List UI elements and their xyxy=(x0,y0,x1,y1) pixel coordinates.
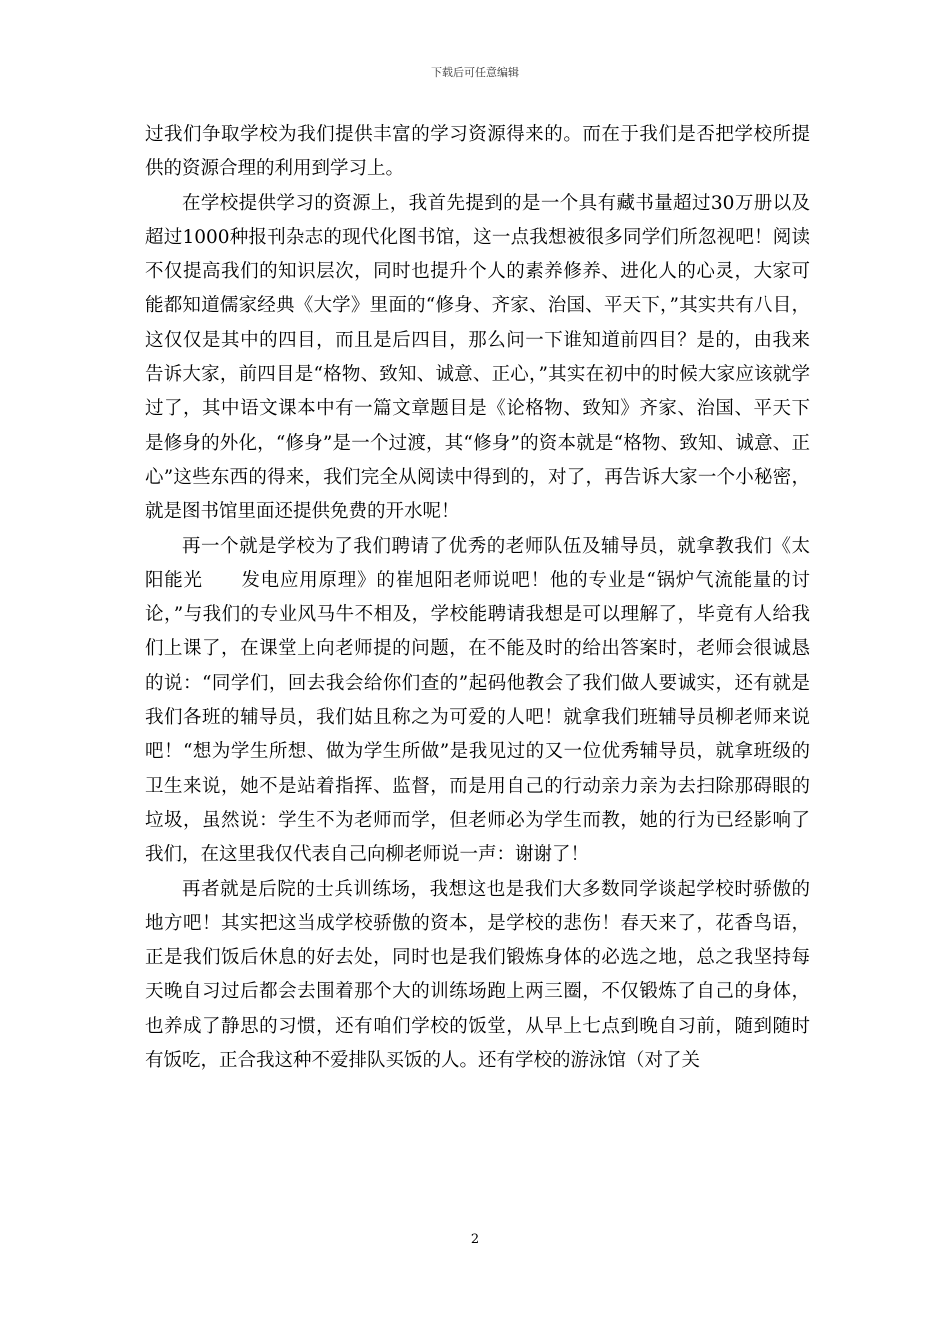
page-number: 2 xyxy=(470,1232,480,1247)
paragraph-library: 在学校提供学习的资源上，我首先提到的是一个具有藏书量超过30万册以及超过1000种报刊杂志的现代化图书馆，这一点我想被很多同学们所忽视吧！阅读不仅提高我们的知识层次，同时也提升个人的素养修养、进化人的心灵，大家可能都知道儒家经典《大学》里面的“修身、齐家、治国、平天下，”其实共有八目，这仅仅是其中的四目，而且是后四目，那么问一下谁知道前四目？是的，由我来告诉大家，前四目是“格物、致知、诚意、正心，”其实在初中的时候大家应该就学过了，其中语文课本中有一篇文章题目是《论格物、致知》齐家、治国、平天下是修身的外化，“修身”是一个过渡，其“修身”的资本就是“格物、致知、诚意、正心”这些东西的得来，我们完全从阅读中得到的，对了，再告诉大家一个小秘密，就是图书馆里面还提供免费的开水呢！ xyxy=(145,192,810,523)
page-header: 下载后可任意编辑 xyxy=(431,66,519,79)
paragraph-training-ground: 再者就是后院的士兵训练场，我想这也是我们大多数同学谈起学校时骄傲的地方吧！其实把这当成学校骄傲的资本，是学校的悲伤！春天来了，花香鸟语，正是我们饭后休息的好去处，同时也是我们锻炼身体的必选之地，总之我坚持每天晚自习过后都会去围着那个大的训练场跑上两三圈，不仅锻炼了自己的身体，也养成了静思的习惯，还有咱们学校的饭堂，从早上七点到晚自习前，随到随时有饭吃，正合我这种不爱排队买饭的人。还有学校的游泳馆（对了关 xyxy=(145,878,810,1072)
paragraph-continued: 过我们争取学校为我们提供丰富的学习资源得来的。而在于我们是否把学校所提供的资源合理的利用到学习上。 xyxy=(145,124,810,180)
paragraph-teachers: 再一个就是学校为了我们聘请了优秀的老师队伍及辅导员，就拿教我们《太阳能光 发电应用原理》的崔旭阳老师说吧！他的专业是“锅炉气流能量的讨论，”与我们的专业风马牛不相及，学校能聘请我想是可以理解了，毕竟有人给我们上课了，在课堂上向老师提的问题，在不能及时的给出答案时，老师会很诚恳的说：“同学们，回去我会给你们查的”起码他教会了我们做人要诚实，还有就是我们各班的辅导员，我们姑且称之为可爱的人吧！就拿我们班辅导员柳老师来说吧！“想为学生所想、做为学生所做”是我见过的又一位优秀辅导员，就拿班级的卫生来说，她不是站着指挥、监督，而是用自己的行动亲力亲为去扫除那碍眼的垃圾，虽然说：学生不为老师而学，但老师必为学生而教，她的行为已经影响了我们，在这里我仅代表自己向柳老师说一声：谢谢了！ xyxy=(145,535,810,866)
document-body xyxy=(145,118,810,1078)
